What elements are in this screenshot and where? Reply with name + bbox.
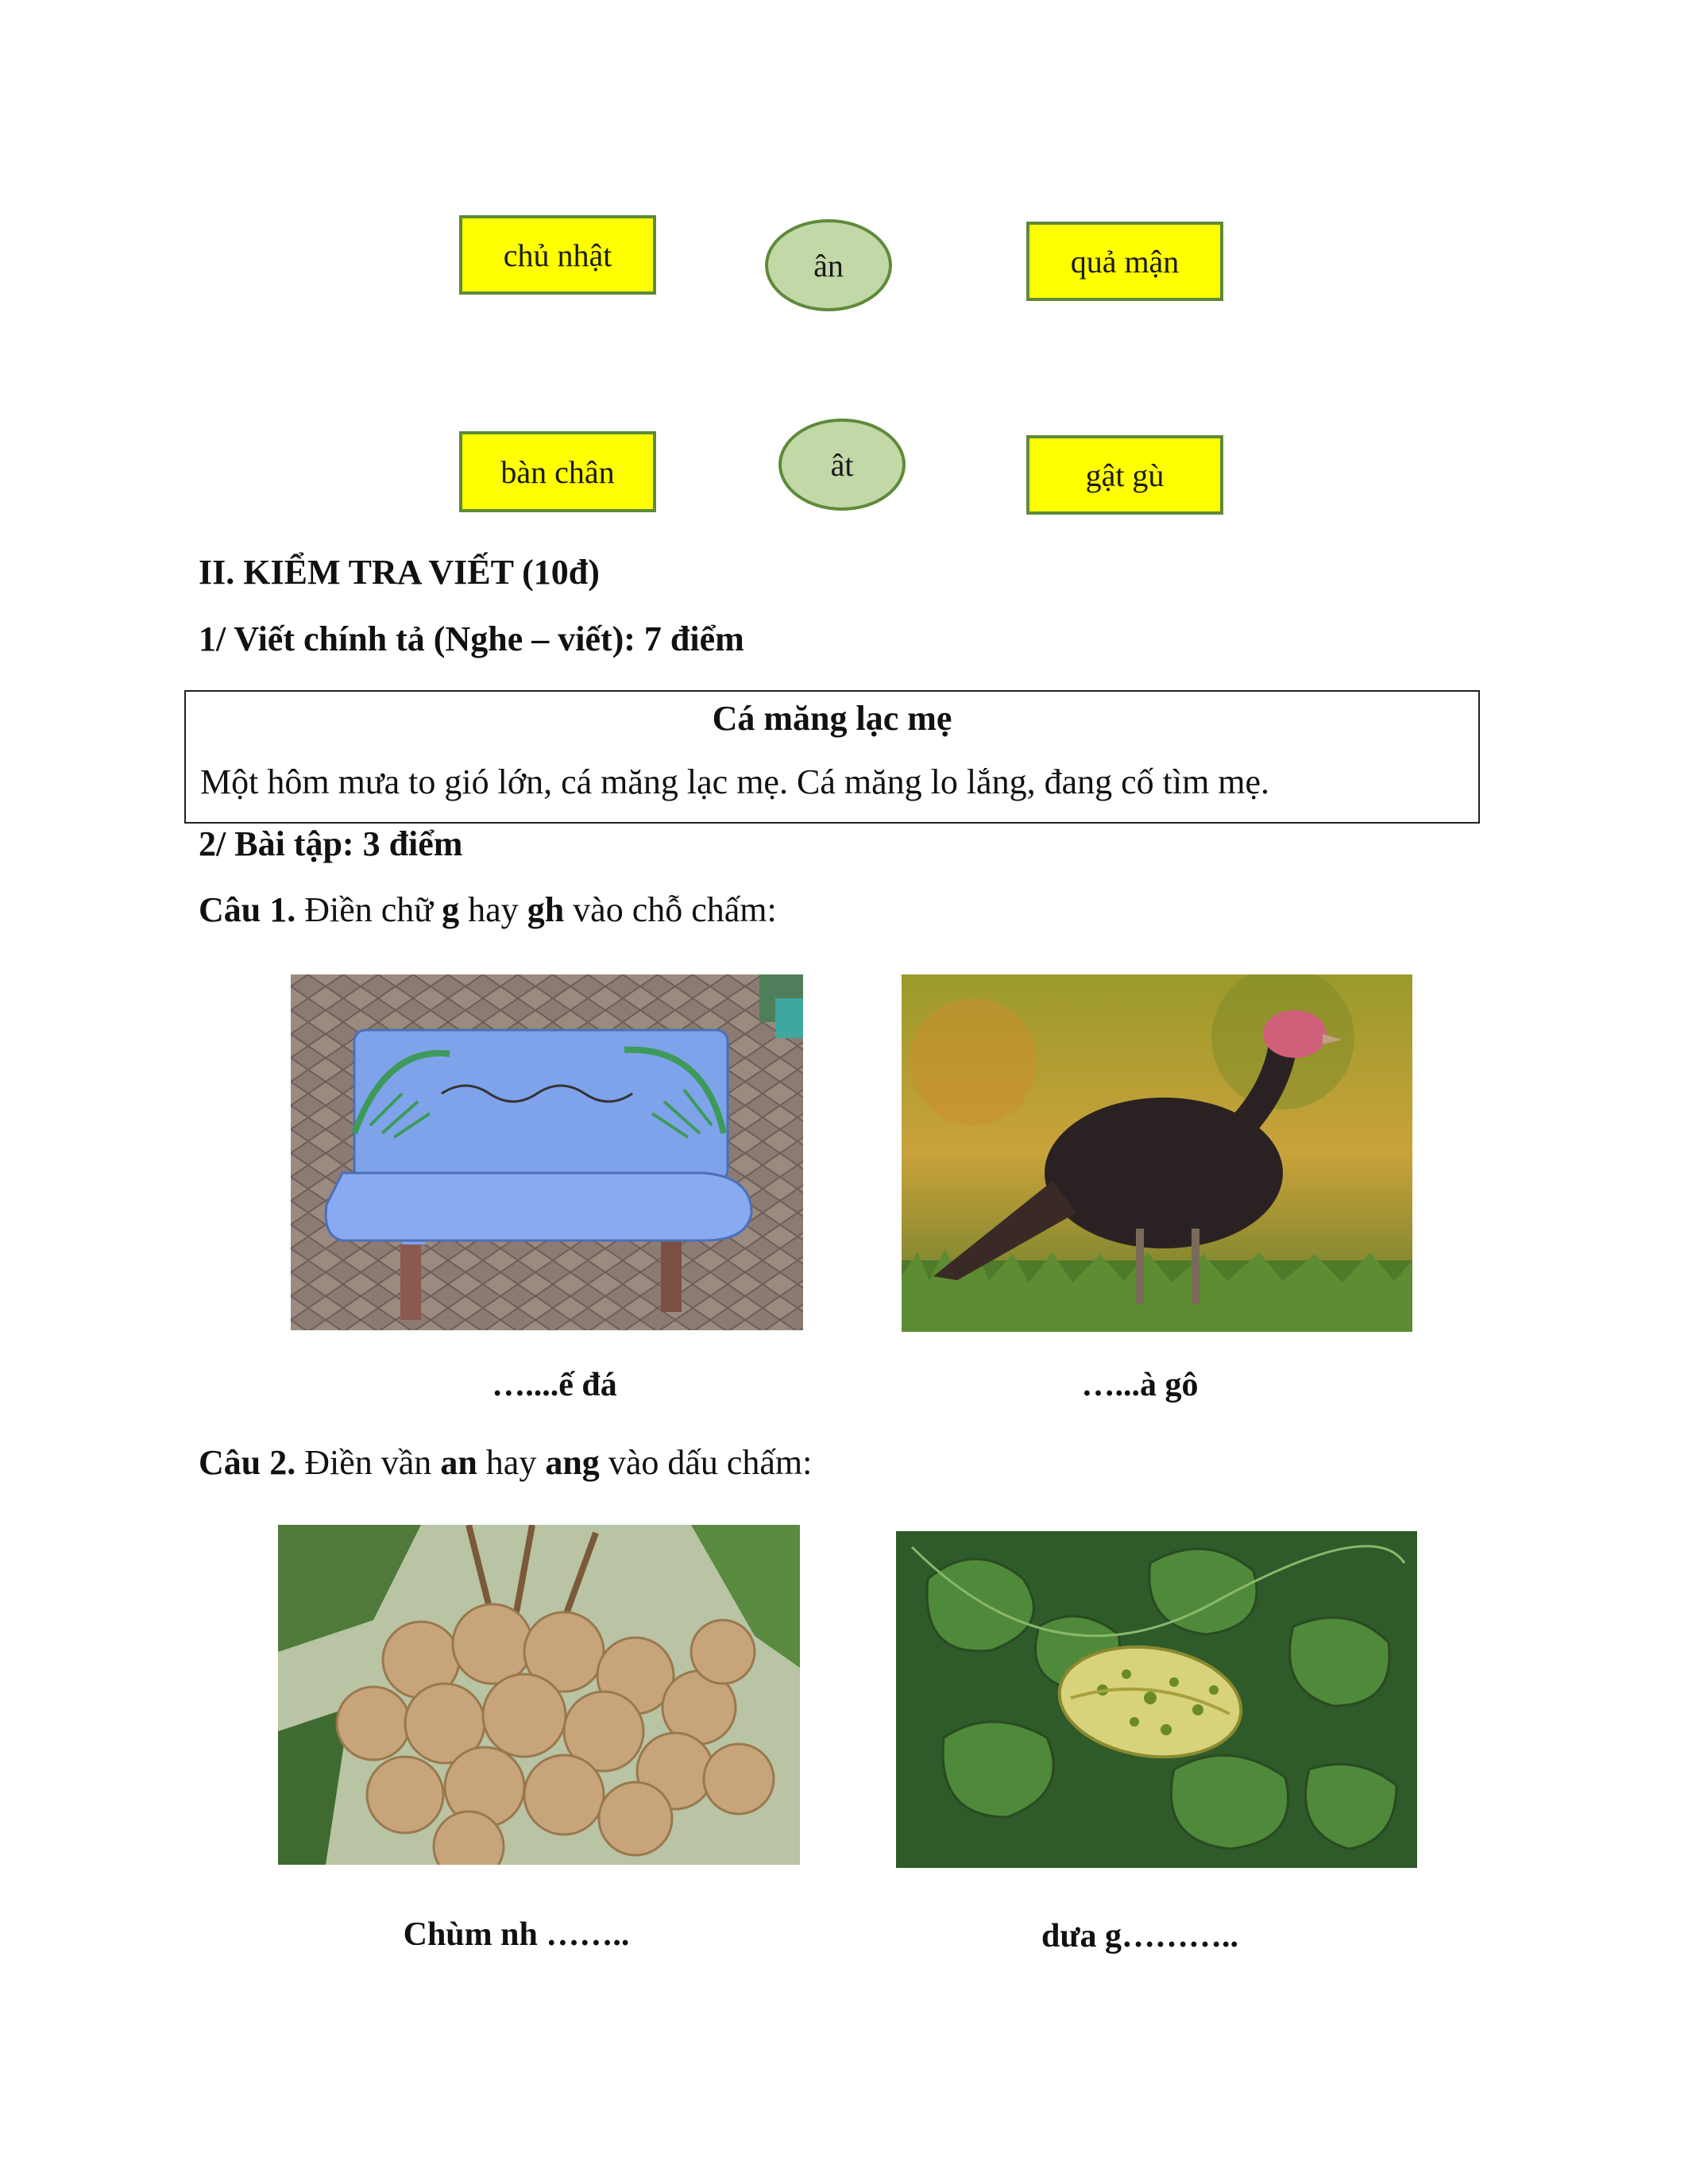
rhyme-oval-an: [765, 219, 892, 311]
rhyme-oval-at: [778, 419, 906, 511]
question-text: hay: [459, 890, 527, 929]
question-label: Câu 1.: [199, 890, 296, 929]
stone-bench-photo: [291, 974, 803, 1330]
word-label: gật gù: [1085, 457, 1165, 493]
rhyme-label: ât: [830, 446, 854, 483]
question-label: Câu 2.: [199, 1443, 296, 1482]
question-1: [199, 889, 777, 930]
question-keyword: gh: [527, 890, 565, 929]
word-box-gat-gu: [1026, 435, 1223, 515]
word-label: quả mận: [1070, 243, 1180, 280]
rhyme-label: ân: [813, 247, 844, 284]
question-text: vào chỗ chấm:: [564, 890, 777, 929]
caption-melon: dưa g………..: [1041, 1918, 1239, 1954]
question-text: Điền vần: [295, 1443, 441, 1482]
question-text: hay: [477, 1443, 546, 1482]
question-keyword: g: [442, 890, 460, 929]
dictation-title: Cá măng lạc mẹ: [712, 699, 952, 738]
question-2: [199, 1442, 812, 1483]
word-box-chu-nhat: [459, 215, 656, 295]
caption-bench: …....ế đá: [492, 1367, 617, 1403]
question-keyword: an: [440, 1443, 477, 1482]
dictation-text: Một hôm mưa to gió lớn, cá măng lạc mẹ. Cá măng lo lắng, đang cố tìm mẹ.: [200, 762, 1270, 801]
word-box-qua-man: [1026, 222, 1223, 301]
question-keyword: ang: [545, 1443, 600, 1482]
word-box-ban-chan: [459, 431, 656, 512]
word-label: bàn chân: [500, 453, 615, 490]
question-text: Điền chữ: [295, 890, 442, 929]
caption-turkey: …...à gô: [1081, 1367, 1199, 1403]
word-label: chủ nhật: [503, 237, 612, 273]
caption-longan: Chùm nh ……..: [403, 1916, 630, 1953]
turkey-photo: [902, 974, 1412, 1332]
exercise-heading: 2/ Bài tập: 3 điểm: [199, 824, 463, 863]
melon-plant-photo: [896, 1531, 1417, 1868]
section-title: II. KIỂM TRA VIẾT (10đ): [199, 553, 600, 592]
question-text: vào dấu chấm:: [599, 1443, 813, 1482]
longan-photo: [278, 1525, 800, 1865]
dictation-heading: 1/ Viết chính tả (Nghe – viết): 7 điểm: [199, 619, 744, 658]
dictation-box: [184, 690, 1480, 824]
